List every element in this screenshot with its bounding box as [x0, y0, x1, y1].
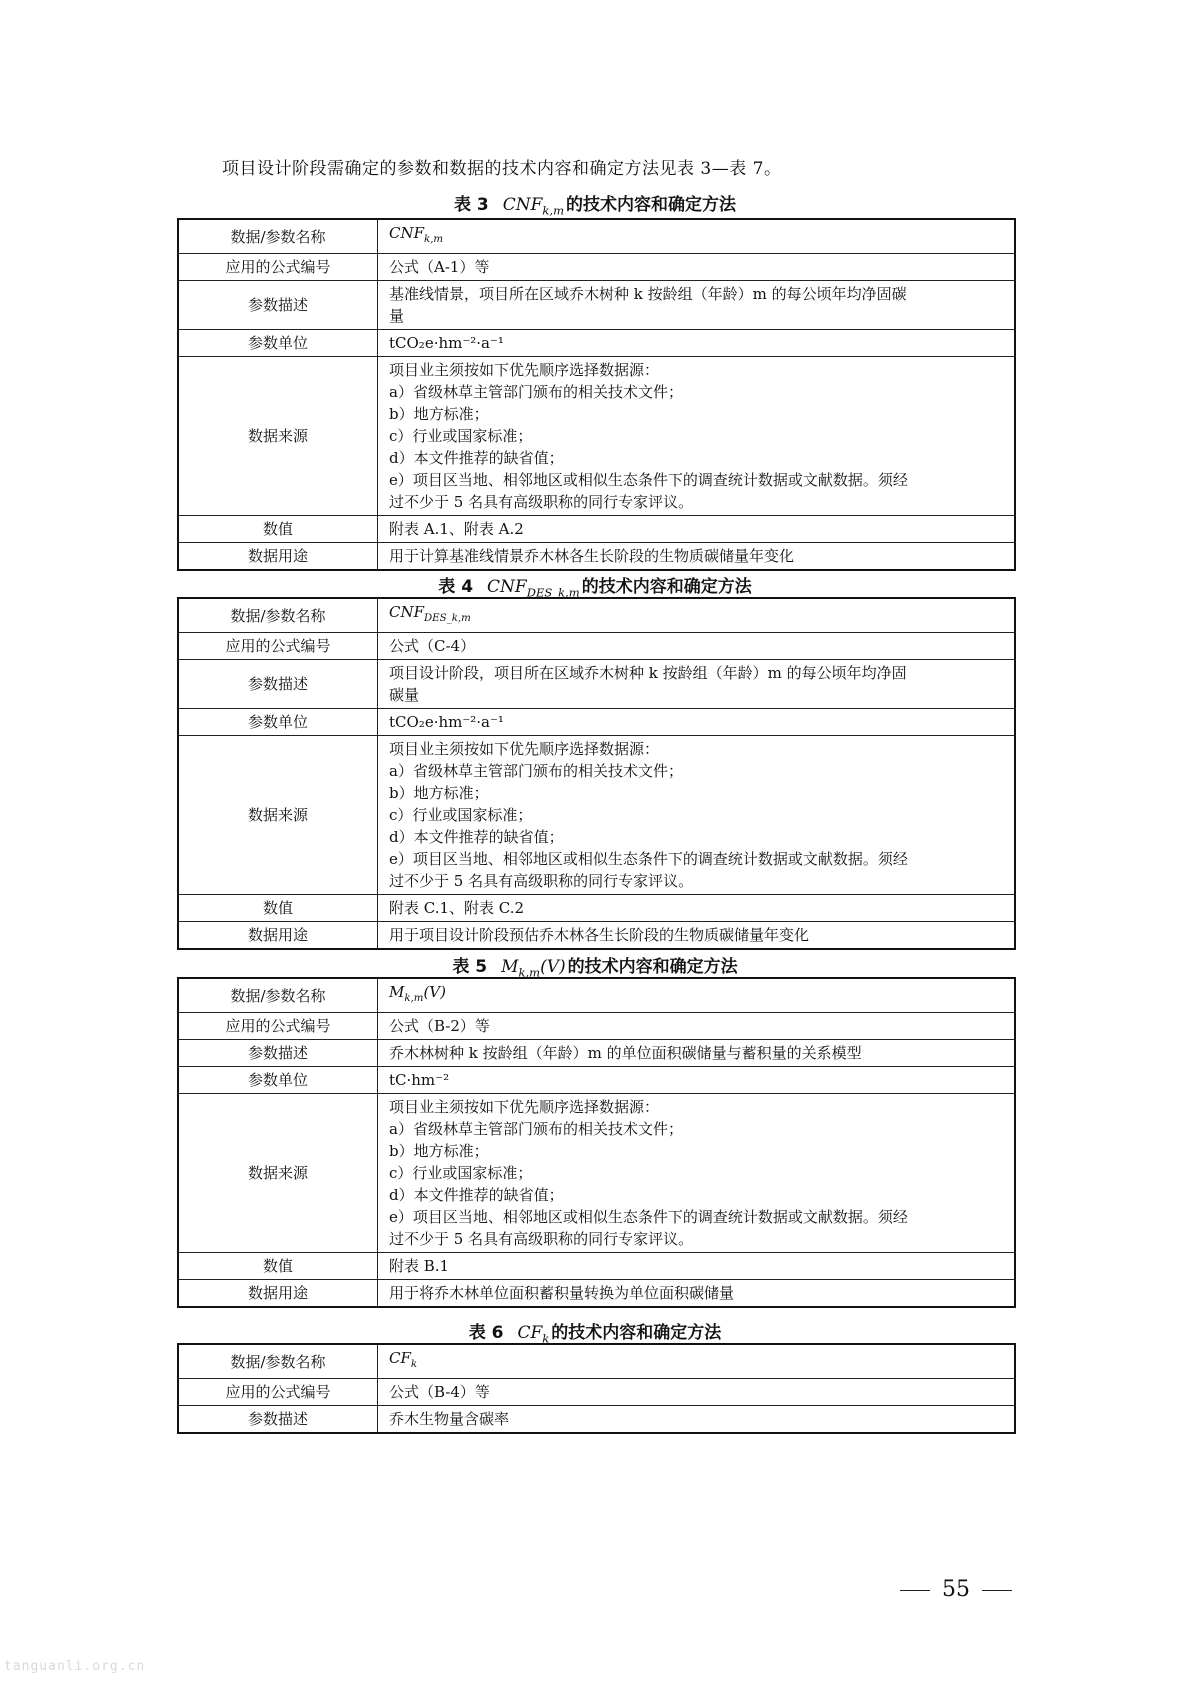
page-number-left-dash	[900, 1590, 930, 1591]
row-value	[378, 598, 1016, 633]
table-caption-symbol	[502, 195, 565, 218]
description-row	[178, 1040, 1015, 1067]
source-line: a）省级林草主管部门颁布的相关技术文件；	[389, 383, 683, 401]
source-row	[178, 1094, 1015, 1253]
caption-symbol-subscript: k,m	[518, 965, 541, 980]
row-label: 参数单位	[178, 1067, 378, 1094]
parameter-symbol-base: CNF	[389, 224, 425, 242]
unit-row	[178, 330, 1015, 357]
description-row	[178, 660, 1015, 709]
table-caption	[0, 572, 1190, 599]
formula-value: 公式（B-2）等	[389, 1017, 490, 1035]
source-row	[178, 736, 1015, 895]
table-caption	[0, 952, 1190, 979]
numeric-value: 附表 C.1、附表 C.2	[389, 899, 525, 917]
table-caption-number: 表 6	[468, 1323, 504, 1343]
table-caption-text: 的技术内容和确定方法	[551, 1323, 722, 1343]
row-value	[378, 633, 1016, 660]
source-line: 项目业主须按如下优先顺序选择数据源：	[389, 361, 660, 379]
row-label: 参数描述	[178, 281, 378, 330]
table-caption-number: 表 4	[438, 577, 474, 597]
intro-paragraph: 项目设计阶段需确定的参数和数据的技术内容和确定方法见表 3—表 7。	[222, 159, 782, 179]
row-value	[378, 281, 1016, 330]
table-caption-number: 表 3	[453, 195, 489, 215]
row-value	[378, 709, 1016, 736]
row-value	[378, 1379, 1016, 1406]
parameter-symbol-subscript: k,m	[404, 993, 424, 1004]
source-line: e）项目区当地、相邻地区或相似生态条件下的调查统计数据或文献数据。须经	[389, 850, 908, 868]
row-label: 数据/参数名称	[178, 1344, 378, 1379]
caption-symbol-base: CF	[517, 1323, 543, 1343]
parameter-symbol-base: CF	[389, 1349, 411, 1367]
row-value	[378, 1280, 1016, 1308]
description-line: 基准线情景，项目所在区域乔木树种 k 按龄组（年龄）m 的每公顷年均净固碳	[389, 285, 907, 303]
unit-value: tC·hm⁻²	[389, 1071, 450, 1089]
source-line: d）本文件推荐的缺省值；	[389, 1186, 564, 1204]
use-value: 用于项目设计阶段预估乔木林各生长阶段的生物质碳储量年变化	[389, 926, 810, 944]
table-caption-text: 的技术内容和确定方法	[567, 957, 738, 977]
unit-row	[178, 1067, 1015, 1094]
use-row	[178, 543, 1015, 571]
numeric-value: 附表 B.1	[389, 1257, 450, 1275]
description-line: 乔木生物量含碳率	[389, 1410, 510, 1428]
source-line: c）行业或国家标准；	[389, 427, 533, 445]
row-label: 参数单位	[178, 709, 378, 736]
source-line: c）行业或国家标准；	[389, 806, 533, 824]
table-caption-text: 的技术内容和确定方法	[566, 195, 737, 215]
source-line: a）省级林草主管部门颁布的相关技术文件；	[389, 1120, 683, 1138]
row-label: 数据用途	[178, 922, 378, 950]
name-row	[178, 1344, 1015, 1379]
row-value	[378, 660, 1016, 709]
use-row	[178, 1280, 1015, 1308]
formula-row	[178, 1379, 1015, 1406]
parameter-symbol-subscript: DES_k,m	[424, 613, 471, 624]
parameter-table	[177, 218, 1016, 571]
row-label: 数据用途	[178, 1280, 378, 1308]
name-row	[178, 598, 1015, 633]
caption-symbol-subscript: k	[542, 1331, 550, 1346]
source-line: d）本文件推荐的缺省值；	[389, 449, 564, 467]
parameter-symbol-tail: (V)	[423, 983, 446, 1001]
caption-symbol-subscript: k,m	[542, 203, 565, 218]
formula-row	[178, 1013, 1015, 1040]
use-row	[178, 922, 1015, 950]
name-row	[178, 219, 1015, 254]
description-line: 碳量	[389, 686, 420, 704]
row-label: 数值	[178, 895, 378, 922]
numeric-row	[178, 1253, 1015, 1280]
source-line: e）项目区当地、相邻地区或相似生态条件下的调查统计数据或文献数据。须经	[389, 1208, 908, 1226]
caption-symbol-base: M	[501, 957, 519, 977]
unit-value: tCO₂e·hm⁻²·a⁻¹	[389, 713, 504, 731]
formula-row	[178, 254, 1015, 281]
table-caption-symbol	[517, 1323, 550, 1346]
row-value	[378, 1013, 1016, 1040]
source-line: b）地方标准；	[389, 1142, 489, 1160]
table-caption-symbol	[501, 957, 566, 980]
description-line: 项目设计阶段，项目所在区域乔木树种 k 按龄组（年龄）m 的每公顷年均净固	[389, 664, 907, 682]
row-value	[378, 1040, 1016, 1067]
caption-symbol-subscript: DES_k,m	[526, 585, 580, 600]
row-value	[378, 1067, 1016, 1094]
row-label: 数值	[178, 516, 378, 543]
source-line: 过不少于 5 名具有高级职称的同行专家评议。	[389, 872, 694, 890]
table-caption-text: 的技术内容和确定方法	[581, 577, 752, 597]
formula-value: 公式（B-4）等	[389, 1383, 490, 1401]
numeric-row	[178, 895, 1015, 922]
row-value	[378, 1253, 1016, 1280]
description-line: 量	[389, 307, 405, 325]
source-line: d）本文件推荐的缺省值；	[389, 828, 564, 846]
row-label: 数据/参数名称	[178, 978, 378, 1013]
row-value	[378, 978, 1016, 1013]
use-value: 用于将乔木林单位面积蓄积量转换为单位面积碳储量	[389, 1284, 735, 1302]
source-line: 项目业主须按如下优先顺序选择数据源：	[389, 1098, 660, 1116]
row-label: 参数单位	[178, 330, 378, 357]
source-line: 过不少于 5 名具有高级职称的同行专家评议。	[389, 1230, 694, 1248]
row-value	[378, 895, 1016, 922]
parameter-symbol	[389, 603, 471, 624]
row-label: 数据/参数名称	[178, 219, 378, 254]
table-caption-symbol	[487, 577, 580, 600]
source-line: 过不少于 5 名具有高级职称的同行专家评议。	[389, 493, 694, 511]
row-label: 数据来源	[178, 1094, 378, 1253]
watermark: tanguanli.org.cn	[4, 1659, 146, 1674]
row-label: 应用的公式编号	[178, 633, 378, 660]
row-value	[378, 543, 1016, 571]
formula-value: 公式（A-1）等	[389, 258, 490, 276]
source-line: e）项目区当地、相邻地区或相似生态条件下的调查统计数据或文献数据。须经	[389, 471, 908, 489]
parameter-table	[177, 1343, 1016, 1434]
row-label: 数据/参数名称	[178, 598, 378, 633]
source-line: b）地方标准；	[389, 405, 489, 423]
row-label: 数据用途	[178, 543, 378, 571]
source-row	[178, 357, 1015, 516]
parameter-symbol-subscript: k,m	[424, 234, 444, 245]
row-value	[378, 357, 1016, 516]
parameter-symbol-base: M	[389, 983, 405, 1001]
row-label: 数值	[178, 1253, 378, 1280]
description-row	[178, 1406, 1015, 1434]
page-number	[888, 1577, 1024, 1602]
formula-row	[178, 633, 1015, 660]
row-value	[378, 254, 1016, 281]
page-number-right-dash	[982, 1590, 1012, 1591]
row-label: 参数描述	[178, 1040, 378, 1067]
parameter-symbol	[389, 224, 444, 245]
row-label: 应用的公式编号	[178, 254, 378, 281]
caption-symbol-base: CNF	[487, 577, 527, 597]
formula-value: 公式（C-4）	[389, 637, 476, 655]
description-line: 乔木林树种 k 按龄组（年龄）m 的单位面积碳储量与蓄积量的关系模型	[389, 1044, 862, 1062]
row-label: 参数描述	[178, 1406, 378, 1434]
row-value	[378, 516, 1016, 543]
row-label: 参数描述	[178, 660, 378, 709]
source-line: c）行业或国家标准；	[389, 1164, 533, 1182]
row-value	[378, 1344, 1016, 1379]
parameter-symbol	[389, 983, 446, 1004]
unit-row	[178, 709, 1015, 736]
row-label: 数据来源	[178, 357, 378, 516]
table-caption	[0, 190, 1190, 217]
row-value	[378, 922, 1016, 950]
unit-value: tCO₂e·hm⁻²·a⁻¹	[389, 334, 504, 352]
row-value	[378, 330, 1016, 357]
row-value	[378, 1406, 1016, 1434]
page-number-value: 55	[942, 1577, 970, 1602]
table-caption	[0, 1318, 1190, 1345]
row-label: 数据来源	[178, 736, 378, 895]
parameter-table	[177, 977, 1016, 1308]
row-label: 应用的公式编号	[178, 1379, 378, 1406]
use-value: 用于计算基准线情景乔木林各生长阶段的生物质碳储量年变化	[389, 547, 795, 565]
source-line: a）省级林草主管部门颁布的相关技术文件；	[389, 762, 683, 780]
caption-symbol-base: CNF	[502, 195, 543, 215]
source-line: b）地方标准；	[389, 784, 489, 802]
caption-symbol-tail: (V)	[540, 957, 566, 977]
parameter-symbol-subscript: k	[410, 1359, 418, 1370]
row-value	[378, 219, 1016, 254]
name-row	[178, 978, 1015, 1013]
description-row	[178, 281, 1015, 330]
numeric-value: 附表 A.1、附表 A.2	[389, 520, 524, 538]
row-label: 应用的公式编号	[178, 1013, 378, 1040]
row-value	[378, 736, 1016, 895]
numeric-row	[178, 516, 1015, 543]
parameter-table	[177, 597, 1016, 950]
table-caption-number: 表 5	[452, 957, 488, 977]
parameter-symbol-base: CNF	[389, 603, 425, 621]
row-value	[378, 1094, 1016, 1253]
parameter-symbol	[389, 1349, 418, 1370]
source-line: 项目业主须按如下优先顺序选择数据源：	[389, 740, 660, 758]
